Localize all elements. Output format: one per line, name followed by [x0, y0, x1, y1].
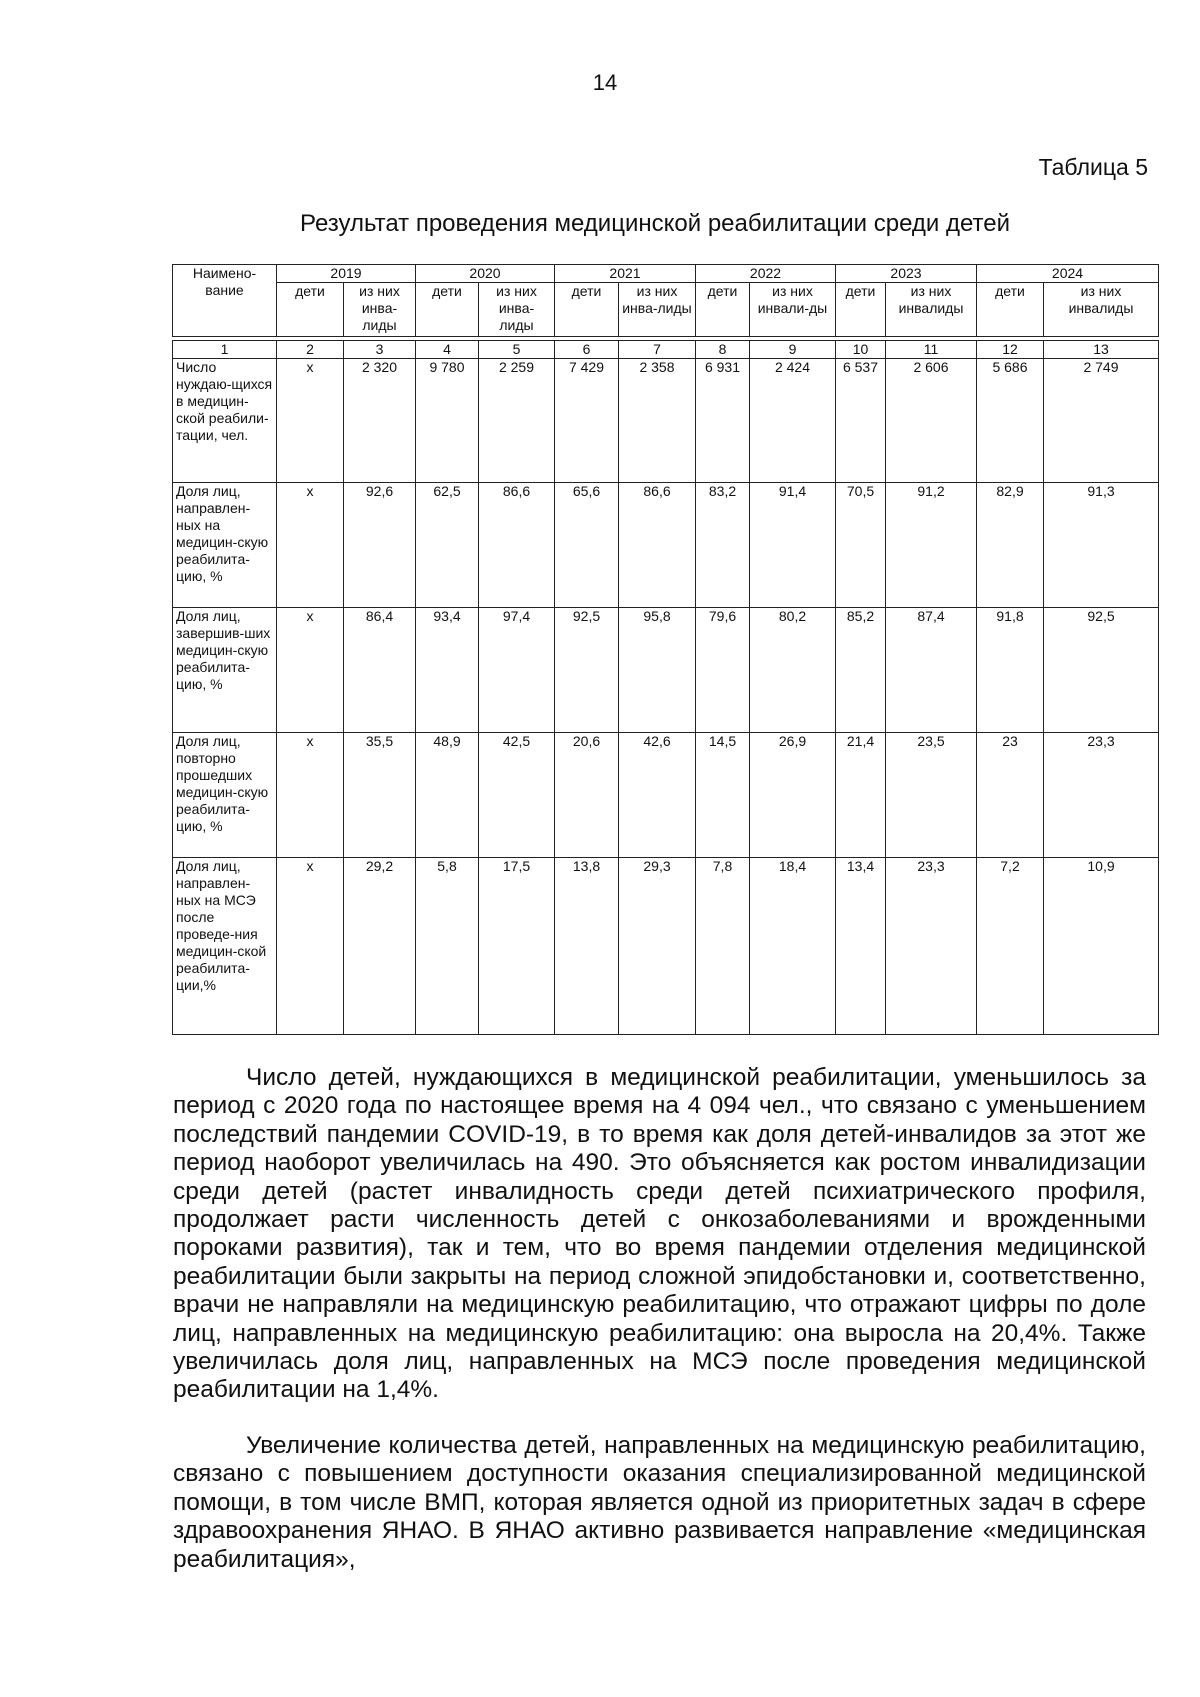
table-cell: 18,4 [750, 858, 836, 1035]
table-cell: 70,5 [836, 483, 886, 608]
column-numbers-row [173, 341, 1159, 359]
table-cell: х [277, 608, 344, 733]
table-cell: 17,5 [479, 858, 555, 1035]
table-cell: 91,8 [977, 608, 1044, 733]
header-sub: дети [836, 283, 886, 337]
paragraph-text: Число детей, нуждающихся в медицинской реабилитации, уменьшилось за период с 2020 года по настоящее время на 4 094 чел., что связано с уменьшением последствий пандемии COVID-19, в то время как доля детей-инвалидов за этот же период наоборот увеличилась на 490. Это объясняется как ростом инвалидизации среди детей (растет инвалидность среди детей психиатрического профиля, продолжает расти численность детей с онкозаболеваниями и врожденными пороками развития), так и тем, что во время пандемии отделения медицинской реабилитации были закрыты на период сложной эпидобстановки и, соответственно, врачи не направляли на медицинскую реабилитацию, что отражают цифры по доле лиц, направленных на медицинскую реабилитацию: она выросла на 20,4%. Также увеличилась доля лиц, направленных на МСЭ после проведения медицинской реабилитации на 1,4%. [173, 1064, 1146, 1404]
table-cell: 2 358 [619, 359, 696, 483]
row-name: Доля лиц, повторно прошедших медицин-скую реабилита-цию, % [173, 733, 277, 858]
table-cell: 97,4 [479, 608, 555, 733]
row-name: Доля лиц, завершив-ших медицин-скую реабилита-цию, % [173, 608, 277, 733]
header-sub: из них инвалиды [886, 283, 977, 337]
table-cell: х [277, 733, 344, 858]
column-number: 5 [479, 341, 555, 359]
header-sub: дети [555, 283, 619, 337]
table-cell: 65,6 [555, 483, 619, 608]
table-cell: 29,3 [619, 858, 696, 1035]
table-cell: 91,4 [750, 483, 836, 608]
header-year: 2019 [277, 265, 416, 283]
table-cell: 5,8 [416, 858, 479, 1035]
column-number: 13 [1044, 341, 1159, 359]
header-sub: дети [277, 283, 344, 337]
table-cell: 91,3 [1044, 483, 1159, 608]
table-cell: 42,6 [619, 733, 696, 858]
table-cell: 26,9 [750, 733, 836, 858]
column-number: 12 [977, 341, 1044, 359]
table-row [173, 483, 1159, 608]
table-cell: 79,6 [696, 608, 750, 733]
header-year: 2023 [836, 265, 977, 283]
header-year: 2021 [555, 265, 696, 283]
table-cell: 85,2 [836, 608, 886, 733]
column-number: 1 [173, 341, 277, 359]
table-cell: 95,8 [619, 608, 696, 733]
table-cell: 14,5 [696, 733, 750, 858]
table-cell: 2 749 [1044, 359, 1159, 483]
header-sub: из них инва-лиды [344, 283, 416, 337]
table-cell: 86,4 [344, 608, 416, 733]
header-sub: из них инвали-ды [750, 283, 836, 337]
table-cell: 5 686 [977, 359, 1044, 483]
table-cell: 7 429 [555, 359, 619, 483]
table-body [172, 340, 1159, 1035]
header-sub: дети [977, 283, 1044, 337]
table-row [173, 733, 1159, 858]
table-cell: х [277, 858, 344, 1035]
table-cell: х [277, 359, 344, 483]
table-cell: 6 931 [696, 359, 750, 483]
table-cell: 86,6 [619, 483, 696, 608]
table-cell: 7,2 [977, 858, 1044, 1035]
header-sub: дети [696, 283, 750, 337]
table-cell: 2 424 [750, 359, 836, 483]
table-cell: 29,2 [344, 858, 416, 1035]
table-cell: 91,2 [886, 483, 977, 608]
table-cell: 86,6 [479, 483, 555, 608]
table-row [173, 858, 1159, 1035]
header-year: 2020 [416, 265, 555, 283]
table-cell: 62,5 [416, 483, 479, 608]
header-year: 2022 [696, 265, 836, 283]
table-cell: 6 537 [836, 359, 886, 483]
table-cell: 92,6 [344, 483, 416, 608]
table-cell: 2 320 [344, 359, 416, 483]
table-label: Таблица 5 [1038, 154, 1148, 180]
body-paragraph [173, 1064, 1146, 1405]
table-row [173, 359, 1159, 483]
table-cell: 13,4 [836, 858, 886, 1035]
table-cell: 48,9 [416, 733, 479, 858]
table-cell: 42,5 [479, 733, 555, 858]
table-cell: 23 [977, 733, 1044, 858]
column-number: 2 [277, 341, 344, 359]
table-cell: 35,5 [344, 733, 416, 858]
table-row [173, 608, 1159, 733]
row-name: Доля лиц, направлен-ных на МСЭ после проведе-ния медицин-ской реабилита-ции,% [173, 858, 277, 1035]
row-name: Доля лиц, направлен-ных на медицин-скую реабилита-цию, % [173, 483, 277, 608]
table-caption: Результат проведения медицинской реабилитации среди детей [300, 210, 1010, 237]
table-cell: 20,6 [555, 733, 619, 858]
header-name: Наимено-вание [173, 265, 277, 337]
column-number: 11 [886, 341, 977, 359]
table-cell: 21,4 [836, 733, 886, 858]
header-sub: из них инва-лиды [619, 283, 696, 337]
table-cell: 13,8 [555, 858, 619, 1035]
table-cell: х [277, 483, 344, 608]
paragraph-text: Увеличение количества детей, направленных на медицинскую реабилитацию, связано с повышением доступности оказания специализированной медицинской помощи, в том числе ВМП, которая является одной из приоритетных задач в сфере здравоохранения ЯНАО. В ЯНАО активно развивается направление «медицинская реабилитация», [173, 1432, 1146, 1573]
header-sub: дети [416, 283, 479, 337]
header-sub: из них инва-лиды [479, 283, 555, 337]
row-name: Число нуждаю-щихся в медицин-ской реабили-тации, чел. [173, 359, 277, 483]
column-number: 8 [696, 341, 750, 359]
column-number: 4 [416, 341, 479, 359]
column-number: 9 [750, 341, 836, 359]
page-number: 14 [592, 70, 618, 95]
column-number: 7 [619, 341, 696, 359]
column-number: 3 [344, 341, 416, 359]
column-number: 10 [836, 341, 886, 359]
table-cell: 87,4 [886, 608, 977, 733]
body-paragraph [173, 1432, 1146, 1574]
column-number: 6 [555, 341, 619, 359]
table-cell: 23,3 [1044, 733, 1159, 858]
table-cell: 9 780 [416, 359, 479, 483]
table-cell: 10,9 [1044, 858, 1159, 1035]
table-cell: 93,4 [416, 608, 479, 733]
table-cell: 23,3 [886, 858, 977, 1035]
table-cell: 82,9 [977, 483, 1044, 608]
table-cell: 83,2 [696, 483, 750, 608]
table-header [172, 264, 1159, 337]
table-cell: 2 259 [479, 359, 555, 483]
table-cell: 92,5 [1044, 608, 1159, 733]
table-cell: 23,5 [886, 733, 977, 858]
table-cell: 2 606 [886, 359, 977, 483]
table-cell: 80,2 [750, 608, 836, 733]
table-cell: 7,8 [696, 858, 750, 1035]
table-cell: 92,5 [555, 608, 619, 733]
header-year: 2024 [977, 265, 1159, 283]
header-sub: из них инвалиды [1044, 283, 1159, 337]
